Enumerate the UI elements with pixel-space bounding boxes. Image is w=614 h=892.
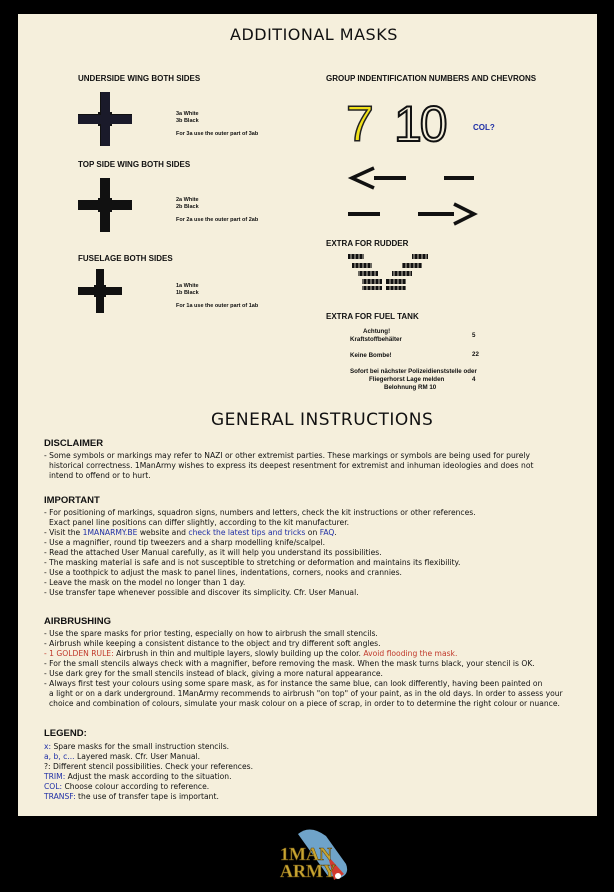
legend-item [44,742,253,752]
legend-value: the use of transfer tape is important. [75,792,219,801]
text: - Visit the [44,528,83,537]
text: on [305,528,320,537]
underside-line1: 3a White [176,111,199,117]
text: . [334,528,337,537]
important-line: - Leave the mask on the model no longer than 1 day. [44,578,246,587]
fuel-title: EXTRA FOR FUEL TANK [326,312,419,321]
airbrushing-line: a light or on a dark underground. 1ManArmy recommends to airbrush "on top" of your paint, as in the old days. In order to assess your [49,689,563,698]
disclaimer-line: intend to offend or to hurt. [49,471,151,480]
legend-value: Adjust the mask according to the situation. [65,772,232,781]
website-link[interactable]: 1MANARMY.BE [82,528,138,537]
important-line: Exact panel line positions can differ slightly, according to the kit manufacturer. [49,518,350,527]
tips-link[interactable]: check the latest tips and tricks [188,528,306,537]
important-line: - The masking material is safe and is not susceptible to stretching or deformation and maintains its flexibility. [44,558,461,567]
legend-value: Choose colour according to reference. [62,782,210,791]
avoid-flooding-text: Avoid flooding the mask. [363,649,458,658]
legend-value: Spare masks for the small instruction stencils. [51,742,230,751]
important-line: - Use transfer tape whenever possible and discover its simplicity. Cfr. User Manual. [44,588,359,597]
rudder-victory-bars-icon [348,252,430,292]
legend-key: a, b, c... [44,752,75,761]
instruction-sheet [18,14,597,816]
fuel-item3-line1: Sofort bei nächster Polizeidienststelle oder [350,368,477,375]
fuel-item1-line1: Achtung! [363,328,391,335]
logo-line1: 1MAN [280,844,332,864]
disclaimer-line: - Some symbols or markings may refer to NAZI or other extremist parties. These markings or symbols are being used for purely [44,451,531,460]
legend-key: x: [44,742,52,751]
topside-line1: 2a White [176,197,199,203]
chevron-arrows-icon [346,164,482,228]
fuel-item2: Keine Bombe! [350,352,392,359]
page-title: ADDITIONAL MASKS [230,25,398,44]
rudder-title: EXTRA FOR RUDDER [326,239,409,248]
important-line-visit [44,528,476,538]
disclaimer-heading: DISCLAIMER [44,438,104,449]
legend-item [44,772,253,782]
important-line: - Read the attached User Manual carefully, as it will help you understand its possibilities. [44,548,382,557]
airbrushing-line: - For the small stencils always check with a magnifier, before removing the mask. When the mask turns black, your stencil is OK. [44,659,535,668]
underside-title: UNDERSIDE WING BOTH SIDES [78,74,201,83]
topside-note: For 2a use the outer part of 2ab [176,217,259,223]
legend-key: TRIM: [44,772,66,781]
disclaimer-line: historical correctness. 1ManArmy wishes to express its deepest resentment for extremist and inhuman ideologies and does not [49,461,534,470]
col-label: COL? [473,123,495,132]
balkenkreuz-icon [78,269,122,313]
airbrushing-golden-rule [44,649,563,659]
general-title: GENERAL INSTRUCTIONS [211,410,434,430]
faq-link[interactable]: FAQ [319,528,335,537]
fuselage-note: For 1a use the outer part of 1ab [176,303,259,309]
legend-item [44,782,253,792]
text: website and [137,528,189,537]
underside-note: For 3a use the outer part of 3ab [176,131,259,137]
fuel-item2-count: 22 [472,351,479,358]
airbrushing-line: - Use dark grey for the small stencils instead of black, giving a more natural appearance. [44,669,383,678]
airbrushing-line: - Airbrush while keeping a consistent distance to the object and try different soft angles. [44,639,381,648]
important-line: - For positioning of markings, squadron signs, numbers and letters, check the kit instructions or other references. [44,508,476,517]
legend-value: Layered mask. Cfr. User Manual. [74,752,201,761]
topside-line2: 2b Black [176,204,199,210]
fuel-item3-count: 4 [472,376,476,383]
airbrushing-text [44,629,563,709]
airbrushing-line: choice and combination of colours, simulate your mask colour on a piece of scrap, in order to to determine the right colour or nuance. [49,699,560,708]
fuel-item3-line3: Belohnung RM 10 [384,384,437,391]
topside-title: TOP SIDE WING BOTH SIDES [78,160,191,169]
fuselage-line2: 1b Black [176,290,199,296]
important-line: - Use a magnifier, round tip tweezers and a sharp modelling knife/scalpel. [44,538,326,547]
fuselage-line1: 1a White [176,283,199,289]
legend-item: ?: Different stencil possibilities. Check your references. [44,762,253,771]
airbrushing-line: - Use the spare masks for prior testing, especially on how to airbrush the small stencils. [44,629,378,638]
airbrushing-line: - Always first test your colours using some spare mask, as for instance the same blue, can look differently, having been painted on [44,679,543,688]
important-line: - Use a toothpick to adjust the mask to panel lines, indentations, corners, nooks and crannies. [44,568,402,577]
brand-logo [268,826,354,886]
underside-line2: 3b Black [176,118,199,124]
group-number-yellow: 7 [346,96,374,152]
logo-line2: ARMY [280,861,336,881]
airbrushing-heading: AIRBRUSHING [44,616,112,627]
legend-key: TRANSF: [44,792,76,801]
balkenkreuz-icon [78,178,132,232]
balkenkreuz-icon [78,92,132,146]
legend-heading: LEGEND: [44,728,87,739]
important-text [44,508,476,598]
legend-text [44,742,253,802]
legend-item [44,792,253,802]
golden-rule-label: - 1 GOLDEN RULE: [44,649,114,658]
disclaimer-text [44,451,534,481]
important-heading: IMPORTANT [44,495,100,506]
fuel-item3-line2: Fliegerhorst Lage melden [369,376,445,383]
legend-item [44,752,253,762]
fuel-item1-line2: Kraftstoffbehälter [350,336,402,343]
legend-key: COL: [44,782,63,791]
group-title: GROUP INDENTIFICATION NUMBERS AND CHEVRONS [326,74,537,83]
text: Airbrush in thin and multiple layers, slowly building up the color. [113,649,364,658]
fuselage-title: FUSELAGE BOTH SIDES [78,254,173,263]
fuel-item1-count: 5 [472,332,476,339]
group-number-black: 10 [394,96,446,152]
